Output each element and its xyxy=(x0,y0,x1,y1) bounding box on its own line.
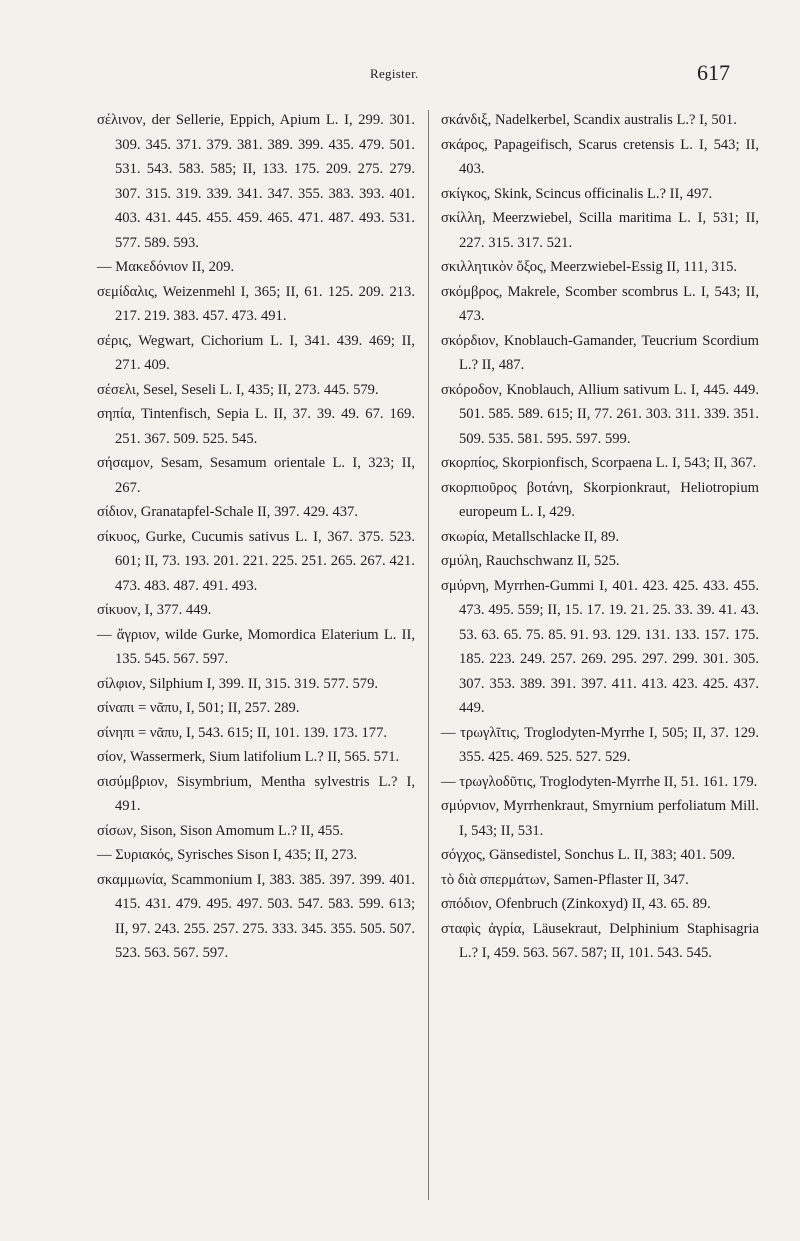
index-entry: σκιλλητικὸν ὄξος, Meerzwiebel-Essig II, 111, 315. xyxy=(441,259,738,275)
index-entry: — τρωγλοδῦτις, Troglodyten-Myrrhe II, 51. 161. 179. xyxy=(441,773,758,790)
index-entry: σκωρία, Metallschlacke II, 89. xyxy=(441,528,620,545)
index-entry: σκόρδιον, Knoblauch-Gamander, Teucrium Scordium L.? II, 487. xyxy=(441,332,759,373)
index-entry: — Συριακός, Syrisches Sison I, 435; II, 273. xyxy=(97,847,358,863)
index-entry: σκόροδον, Knoblauch, Allium sativum L. I, 445. 449. 501. 585. 589. 615; II, 77. 261. 303. 311. 339. 351. 509. 535. 581. 595. 597. 599. xyxy=(441,381,759,447)
index-entry: σκάρος, Papageifisch, Scarus cretensis L. I, 543; II, 403. xyxy=(441,136,759,177)
index-entry: σκάνδιξ, Nadelkerbel, Scandix australis L.? I, 501. xyxy=(441,112,737,128)
index-entry: σίνηπι = νᾶπυ, I, 543. 615; II, 101. 139. 173. 177. xyxy=(97,724,388,741)
index-entry: σίσων, Sison, Sison Amomum L.? II, 455. xyxy=(97,822,344,839)
index-entry: σκορπιοῦρος βοτάνη, Skorpionkraut, Heliotropium europeum L. I, 429. xyxy=(441,479,759,520)
index-entry: σίδιον, Granatapfel-Schale II, 397. 429. 437. xyxy=(97,504,358,520)
running-head xyxy=(0,60,800,88)
index-entry: σέρις, Wegwart, Cichorium L. I, 341. 439. 469; II, 271. 409. xyxy=(97,332,415,373)
index-entry: σεμίδαλις, Weizenmehl I, 365; II, 61. 125. 209. 213. 217. 219. 383. 457. 473. 491. xyxy=(97,283,415,324)
index-entry: σίον, Wassermerk, Sium latifolium L.? II, 565. 571. xyxy=(97,749,400,765)
index-entry: σίλφιον, Silphium I, 399. II, 315. 319. 577. 579. xyxy=(97,675,379,692)
index-entry: σόγχος, Gänsedistel, Sonchus L. II, 383; 401. 509. xyxy=(441,847,736,863)
right-column xyxy=(441,108,759,966)
index-entry: σταφὶς ἀγρία, Läusekraut, Delphinium Staphisagria L.? I, 459. 563. 567. 587; II, 101. 543. 545. xyxy=(441,920,759,961)
column-divider xyxy=(428,110,429,1200)
index-entry: σκίλλη, Meerzwiebel, Scilla maritima L. I, 531; II, 227. 315. 317. 521. xyxy=(441,210,759,251)
index-entry: σίκυος, Gurke, Cucumis sativus L. I, 367. 375. 523. 601; II, 73. 193. 201. 221. 225. 251. 265. 267. 421. 473. 483. 487. 491. 493. xyxy=(97,528,415,594)
index-entry: σμύλη, Rauchschwanz II, 525. xyxy=(441,553,620,569)
index-entry: σισύμβριον, Sisymbrium, Mentha sylvestris L.? I, 491. xyxy=(97,773,415,814)
index-entry: — ἄγριον, wilde Gurke, Momordica Elaterium L. II, 135. 545. 567. 597. xyxy=(97,626,415,667)
index-entry: — τρωγλῖτις, Troglodyten-Myrrhe I, 505; II, 37. 129. 355. 425. 469. 525. 527. 529. xyxy=(441,724,759,765)
index-entry: σηπία, Tintenfisch, Sepia L. II, 37. 39. 49. 67. 169. 251. 367. 509. 525. 545. xyxy=(97,406,415,447)
index-entry: σέσελι, Sesel, Seseli L. I, 435; II, 273. 445. 579. xyxy=(97,381,379,398)
index-entry: σήσαμον, Sesam, Sesamum orientale L. I, 323; II, 267. xyxy=(97,455,415,496)
index-entry: σίκυον, I, 377. 449. xyxy=(97,602,212,618)
index-entry: — Μακεδόνιον II, 209. xyxy=(97,259,235,275)
page-number: 617 xyxy=(697,60,730,85)
index-entry: σκορπίος, Skorpionfisch, Scorpaena L. I, 543; II, 367. xyxy=(441,455,757,471)
running-title: Register. xyxy=(370,66,419,81)
index-entry: σπόδιον, Ofenbruch (Zinkoxyd) II, 43. 65. 89. xyxy=(441,896,711,912)
index-entry: τὸ διὰ σπερμάτων, Samen-Pflaster II, 347. xyxy=(441,871,689,888)
index-entry: σμύρνιον, Myrrhenkraut, Smyrnium perfoliatum Mill. I, 543; II, 531. xyxy=(441,798,759,839)
index-entry: σέλινον, der Sellerie, Eppich, Apium L. I, 299. 301. 309. 345. 371. 379. 381. 389. 399. 435. 479. 501. 531. 543. 583. 585; II, 133. 175. 209. 275. 279. 307. 315. 319. 339. 341. 347. 355. 383. 393. 401. 403. 431. 445. 455. 459. 465. 471. 487. 493. 531. 577. 589. 593. xyxy=(97,112,415,251)
index-entry: σκόμβρος, Makrele, Scomber scombrus L. I, 543; II, 473. xyxy=(441,283,759,324)
index-entry: σμύρνη, Myrrhen-Gummi I, 401. 423. 425. 433. 455. 473. 495. 559; II, 15. 17. 19. 21. 25. 33. 39. 41. 43. 53. 63. 65. 75. 85. 91. 93. 129. 131. 133. 157. 175. 185. 223. 249. 257. 269. 295. 297. 299. 301. 305. 307. 353. 389. 391. 397. 411. 413. 423. 425. 437. 449. xyxy=(441,577,759,716)
index-entry: σίναπι = νᾶπυ, I, 501; II, 257. 289. xyxy=(97,700,300,716)
left-column xyxy=(97,108,415,966)
index-entry: σκίγκος, Skink, Scincus officinalis L.? II, 497. xyxy=(441,185,713,202)
index-entry: σκαμμωνία, Scammonium I, 383. 385. 397. 399. 401. 415. 431. 479. 495. 497. 503. 547. 583. 599. 613; II, 97. 243. 255. 257. 275. 333. 345. 355. 505. 507. 523. 563. 567. 597. xyxy=(97,871,415,961)
